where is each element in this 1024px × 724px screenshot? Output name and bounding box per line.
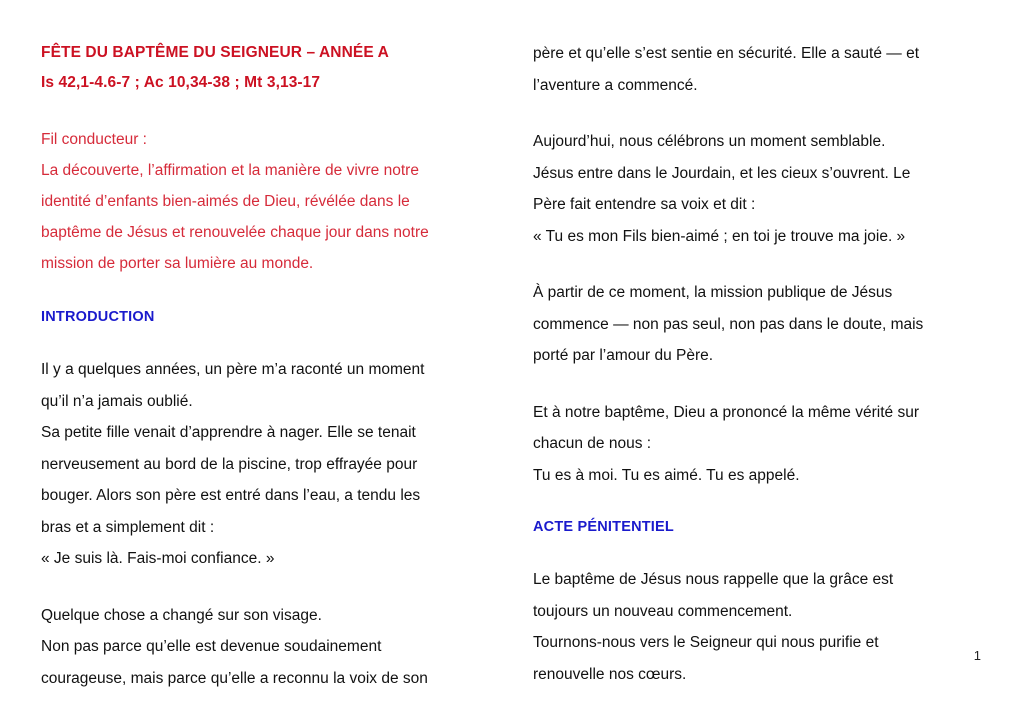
- scripture-references: Is 42,1-4.6-7 ; Ac 10,34-38 ; Mt 3,13-17: [41, 74, 321, 91]
- text-line: Et à notre baptême, Dieu a prononcé la même vérité sur: [533, 403, 919, 421]
- left-column: [41, 38, 501, 687]
- right-paragraph-2: [533, 126, 983, 252]
- text-line: chacun de nous :: [533, 435, 652, 452]
- text-line: nerveusement au bord de la piscine, trop effrayée pour: [41, 455, 418, 473]
- right-paragraph-3: [533, 277, 983, 372]
- text-line: Tournons-nous vers le Seigneur qui nous purifie et: [533, 634, 879, 651]
- right-column: [533, 38, 983, 683]
- section-heading-introduction: INTRODUCTION: [41, 309, 155, 325]
- text-line: Aujourd’hui, nous célébrons un moment semblable.: [533, 133, 886, 150]
- fil-conducteur-line-1: La découverte, l’affirmation et la manière de vivre notre: [41, 162, 419, 179]
- text-line: Non pas parce qu’elle est devenue soudainement: [41, 638, 382, 655]
- text-line: bouger. Alors son père est entré dans l’eau, a tendu les: [41, 487, 421, 504]
- text-line: l’aventure a commencé.: [533, 76, 698, 94]
- right-paragraph-5: [533, 564, 983, 690]
- text-line: Tu es à moi. Tu es aimé. Tu es appelé.: [533, 466, 800, 484]
- fil-conducteur-line-2: identité d’enfants bien-aimés de Dieu, révélée dans le: [41, 193, 410, 210]
- text-line: À partir de ce moment, la mission publique de Jésus: [533, 284, 893, 301]
- text-line: renouvelle nos cœurs.: [533, 665, 687, 683]
- fil-conducteur-line-4: mission de porter sa lumière au monde.: [41, 255, 314, 272]
- right-paragraph-1: [533, 38, 983, 101]
- text-line: qu’il n’a jamais oublié.: [41, 392, 193, 410]
- text-line: père et qu’elle s’est sentie en sécurité. Elle a sauté — et: [533, 45, 919, 62]
- text-line: Père fait entendre sa voix et dit :: [533, 196, 756, 213]
- page-number: 1: [973, 648, 981, 663]
- intro-paragraph-1: [41, 354, 501, 575]
- text-line: porté par l’amour du Père.: [533, 347, 714, 364]
- text-line: « Je suis là. Fais-moi confiance. »: [41, 550, 275, 567]
- text-line: commence — non pas seul, non pas dans le doute, mais: [533, 315, 924, 333]
- text-line: Quelque chose a changé sur son visage.: [41, 606, 322, 624]
- fil-conducteur-label: Fil conducteur :: [41, 131, 147, 148]
- text-line: « Tu es mon Fils bien-aimé ; en toi je trouve ma joie. »: [533, 227, 906, 245]
- intro-paragraph-2: [41, 600, 501, 695]
- fil-conducteur-block: [41, 124, 501, 279]
- document-title-block: [41, 38, 501, 98]
- right-paragraph-4: [533, 397, 983, 492]
- text-line: courageuse, mais parce qu’elle a reconnu la voix de son: [41, 669, 428, 687]
- text-line: bras et a simplement dit :: [41, 518, 215, 536]
- two-column-body: [41, 38, 983, 687]
- text-line: Il y a quelques années, un père m’a raconté un moment: [41, 361, 425, 378]
- section-heading-acte-penitentiel: ACTE PÉNITENTIEL: [533, 519, 674, 535]
- text-line: Sa petite fille venait d’apprendre à nager. Elle se tenait: [41, 424, 416, 441]
- text-line: Jésus entre dans le Jourdain, et les cieux s’ouvrent. Le: [533, 164, 911, 182]
- fil-conducteur-line-3: baptême de Jésus et renouvelée chaque jour dans notre: [41, 224, 429, 241]
- text-line: Le baptême de Jésus nous rappelle que la grâce est: [533, 571, 894, 588]
- text-line: toujours un nouveau commencement.: [533, 602, 793, 620]
- page-title: FÊTE DU BAPTÊME DU SEIGNEUR – ANNÉE A: [41, 44, 389, 61]
